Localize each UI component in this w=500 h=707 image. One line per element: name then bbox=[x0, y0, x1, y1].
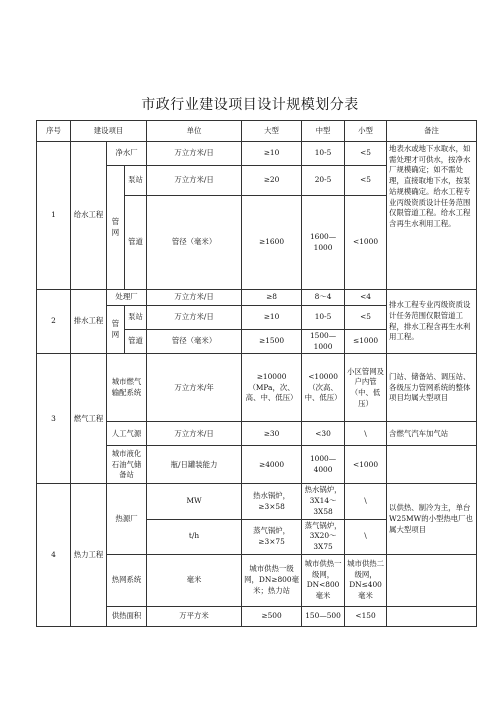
sub-sub-project: 泵站 bbox=[125, 306, 147, 330]
unit-cell: 万立方米/日 bbox=[147, 306, 242, 330]
small-cell: \ bbox=[345, 422, 387, 446]
large-cell: ≥10 bbox=[242, 306, 302, 330]
small-cell: <5 bbox=[345, 142, 387, 166]
unit-cell: t/h bbox=[147, 519, 242, 554]
medium-cell: 城市供热一级网，DN<800毫米 bbox=[302, 554, 345, 606]
table-row bbox=[37, 354, 477, 422]
sub-project: 供热面积 bbox=[107, 606, 147, 626]
sub-project: 管网 bbox=[107, 166, 125, 290]
small-cell: <1000 bbox=[345, 446, 387, 484]
header-large: 大型 bbox=[242, 121, 302, 142]
unit-cell: 万平方米 bbox=[147, 606, 242, 626]
small-cell: <5 bbox=[345, 166, 387, 196]
row-no: 2 bbox=[37, 290, 71, 354]
medium-cell: 8～4 bbox=[302, 290, 345, 306]
header-note: 备注 bbox=[387, 121, 477, 142]
sub-project: 热网系统 bbox=[107, 554, 147, 606]
note-cell: 含燃气汽车加气站 bbox=[387, 422, 477, 446]
unit-cell: 万立方米/日 bbox=[147, 290, 242, 306]
sub-project: 净水厂 bbox=[107, 142, 147, 166]
large-cell: ≥4000 bbox=[242, 446, 302, 484]
header-medium: 中型 bbox=[302, 121, 345, 142]
note-cell: 门站、储备站、调压站、各级压力管网系统的整体项目均属大型项目 bbox=[387, 354, 477, 422]
note-cell: 排水工程专业丙级资质设计任务范围仅限管道工程，排水工程含再生水利用工程。 bbox=[387, 290, 477, 354]
small-cell: <150 bbox=[345, 606, 387, 626]
medium-cell: 蒸气锅炉，3X20～3X75 bbox=[302, 519, 345, 554]
medium-cell: <10000（次高、中、低压） bbox=[302, 354, 345, 422]
large-cell: ≥500 bbox=[242, 606, 302, 626]
header-project: 建设项目 bbox=[71, 121, 147, 142]
table-header-row bbox=[37, 121, 477, 142]
large-cell: 城市供热一级网，DN≥800毫米；热力站 bbox=[242, 554, 302, 606]
note-cell: 地表水或地下水取水，如需处理才可供水，按净水厂规模确定；如不需处理，直接取地下水，按泵站规模确定。给水工程专业丙级资质设计任务范围仅限管道工程。给水工程含再生水利用工程。 bbox=[387, 142, 477, 290]
unit-cell: 毫米 bbox=[147, 554, 242, 606]
sub-project: 城市液化石油气储备站 bbox=[107, 446, 147, 484]
sub-sub-project: 管道 bbox=[125, 330, 147, 354]
scale-classification-table bbox=[36, 120, 477, 627]
medium-cell: 热水锅炉，3X14～3X58 bbox=[302, 484, 345, 519]
small-cell: <1000 bbox=[345, 196, 387, 290]
row-no: 4 bbox=[37, 484, 71, 626]
medium-cell: <30 bbox=[302, 422, 345, 446]
sub-project: 人工气源 bbox=[107, 422, 147, 446]
large-cell: 蒸气锅炉，≥3×75 bbox=[242, 519, 302, 554]
sub-sub-project: 管道 bbox=[125, 196, 147, 290]
note-cell bbox=[387, 446, 477, 484]
large-cell: ≥30 bbox=[242, 422, 302, 446]
sub-project: 城市燃气输配系统 bbox=[107, 354, 147, 422]
project-name: 燃气工程 bbox=[71, 354, 107, 484]
small-cell: 城市供热二级网，DN≤400毫米 bbox=[345, 554, 387, 606]
large-cell: 热水锅炉，≥3×58 bbox=[242, 484, 302, 519]
project-name: 给水工程 bbox=[71, 142, 107, 290]
medium-cell: 20-5 bbox=[302, 166, 345, 196]
table-row bbox=[37, 484, 477, 519]
unit-cell: 万立方米/日 bbox=[147, 422, 242, 446]
unit-cell: 万立方米/年 bbox=[147, 354, 242, 422]
note-cell: 以供热、制冷为主，单台W25MW的小型热电厂也属大型项目 bbox=[387, 484, 477, 554]
small-cell: 小区管网及户内管（中、低压） bbox=[345, 354, 387, 422]
project-name: 热力工程 bbox=[71, 484, 107, 626]
large-cell: ≥20 bbox=[242, 166, 302, 196]
unit-cell: 管径（毫米） bbox=[147, 330, 242, 354]
large-cell: ≥1600 bbox=[242, 196, 302, 290]
table-row bbox=[37, 142, 477, 166]
small-cell: \ bbox=[345, 484, 387, 519]
note-cell bbox=[387, 554, 477, 606]
note-cell bbox=[387, 606, 477, 626]
medium-cell: 10-5 bbox=[302, 142, 345, 166]
header-small: 小型 bbox=[345, 121, 387, 142]
table-row bbox=[37, 290, 477, 306]
large-cell: ≥10 bbox=[242, 142, 302, 166]
project-name: 排水工程 bbox=[71, 290, 107, 354]
header-no: 序号 bbox=[37, 121, 71, 142]
unit-cell: 万立方米/日 bbox=[147, 166, 242, 196]
medium-cell: 10-5 bbox=[302, 306, 345, 330]
medium-cell: 1500—1000 bbox=[302, 330, 345, 354]
unit-cell: 管径（毫米） bbox=[147, 196, 242, 290]
small-cell: ≤1000 bbox=[345, 330, 387, 354]
sub-project: 处理厂 bbox=[107, 290, 147, 306]
large-cell: ≥8 bbox=[242, 290, 302, 306]
small-cell: <4 bbox=[345, 290, 387, 306]
row-no: 1 bbox=[37, 142, 71, 290]
large-cell: ≥1500 bbox=[242, 330, 302, 354]
medium-cell: 1600—1000 bbox=[302, 196, 345, 290]
header-unit: 单位 bbox=[147, 121, 242, 142]
medium-cell: 1000—4000 bbox=[302, 446, 345, 484]
medium-cell: 150—500 bbox=[302, 606, 345, 626]
document-title: 市政行业建设项目设计规模划分表 bbox=[141, 97, 359, 113]
sub-sub-project: 泵站 bbox=[125, 166, 147, 196]
sub-project: 热源厂 bbox=[107, 484, 147, 554]
row-no: 3 bbox=[37, 354, 71, 484]
unit-cell: 万立方米/日 bbox=[147, 142, 242, 166]
unit-cell: MW bbox=[147, 484, 242, 519]
large-cell: ≥10000（MPa，次、高、中、低压） bbox=[242, 354, 302, 422]
sub-project: 管网 bbox=[107, 306, 125, 354]
unit-cell: 瓶/日罐装能力 bbox=[147, 446, 242, 484]
small-cell: \ bbox=[345, 519, 387, 554]
small-cell: <5 bbox=[345, 306, 387, 330]
